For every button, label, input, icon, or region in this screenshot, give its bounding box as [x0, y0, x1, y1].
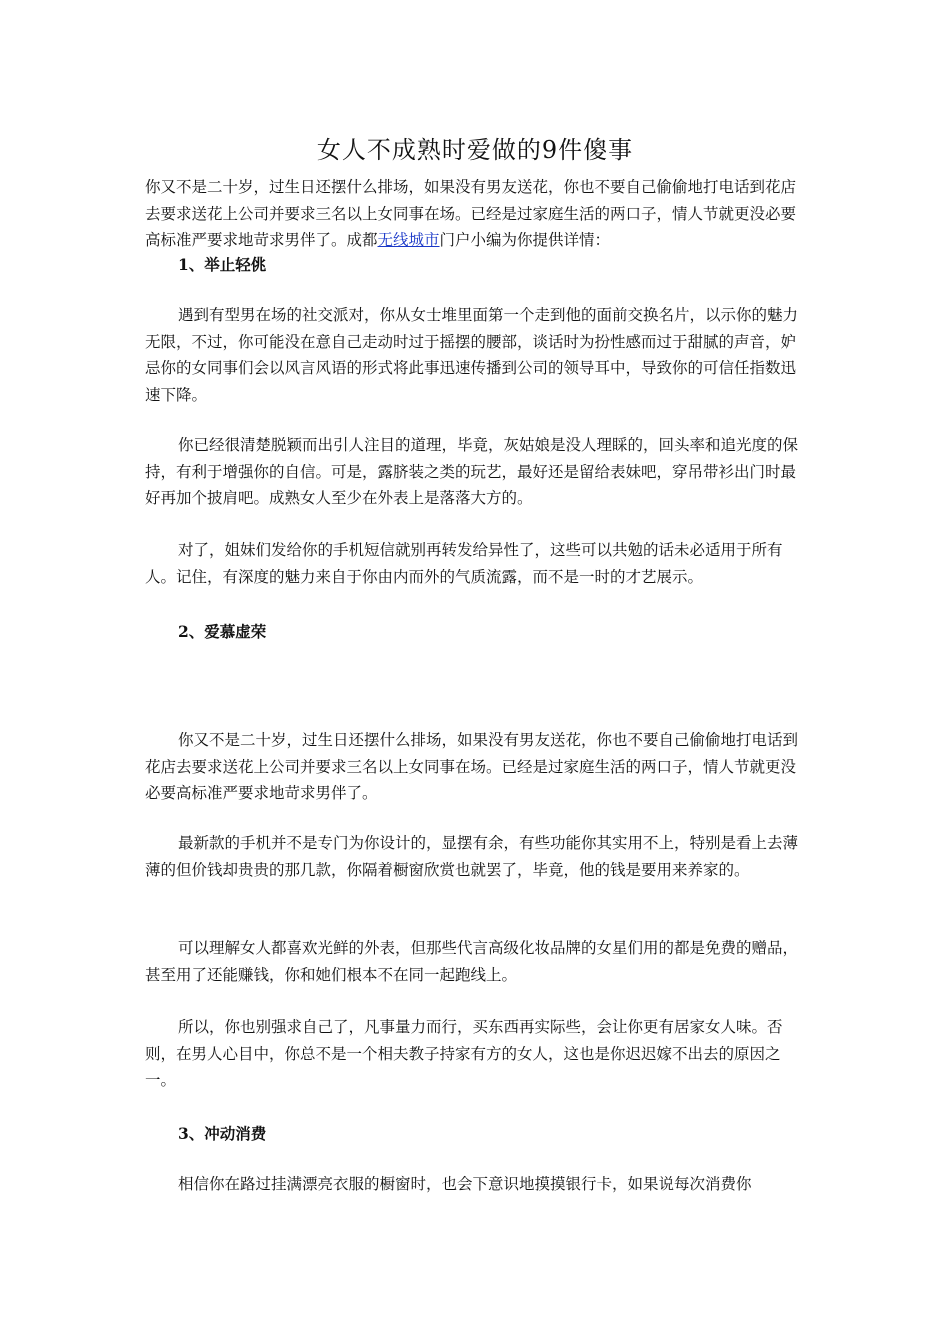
intro-text: 你又不是二十岁，过生日还摆什么排场，如果没有男友送花，你也不要自己偷偷地打电话到花店去要求送花上公司并要求三名以上女同事在场。已经是过家庭生活的两口子，情人节就更没必要高标准严要求地苛求男伴了。成都	[145, 178, 797, 249]
paragraph-1-3: 对了，姐妹们发给你的手机短信就别再转发给异性了，这些可以共勉的话未必适用于所有人。记住，有深度的魅力来自于你由内而外的气质流露，而不是一时的才艺展示。	[145, 541, 783, 586]
paragraph-1-2: 你已经很清楚脱颖而出引人注目的道理，毕竟，灰姑娘是没人理睬的，回头率和追光度的保持，有利于增强你的自信。可是，露脐装之类的玩艺，最好还是留给表妹吧，穿吊带衫出门时最好再加个披肩吧。成熟女人至少在外表上是落落大方的。	[145, 436, 799, 507]
section-heading-1: 1、举止轻佻	[178, 255, 267, 274]
paragraph-2-4: 所以，你也别强求自己了，凡事量力而行，买东西再实际些，会让你更有居家女人味。否则，在男人心目中，你总不是一个相夫教子持家有方的女人，这也是你迟迟嫁不出去的原因之一。	[145, 1018, 783, 1089]
paragraph-2-3: 可以理解女人都喜欢光鲜的外表，但那些代言高级化妆品牌的女星们用的都是免费的赠品，甚至用了还能赚钱，你和她们根本不在同一起跑线上。	[145, 939, 799, 984]
intro-paragraph	[145, 174, 810, 254]
section-heading-3: 3、冲动消费	[178, 1124, 267, 1143]
paragraph-3-1: 相信你在路过挂满漂亮衣服的橱窗时，也会下意识地摸摸银行卡，如果说每次消费你	[178, 1175, 752, 1193]
document-title: 女人不成熟时爱做的9件傻事	[316, 136, 634, 164]
paragraph-1-1: 遇到有型男在场的社交派对，你从女士堆里面第一个走到他的面前交换名片，以示你的魅力无限，不过，你可能没在意自己走动时过于摇摆的腰部，谈话时为扮性感而过于甜腻的声音，妒忌你的女同事们会以风言风语的形式将此事迅速传播到公司的领导耳中，导致你的可信任指数迅速下降。	[145, 306, 799, 404]
section-heading-2: 2、爱慕虚荣	[178, 622, 267, 641]
wireless-city-link[interactable]: 无线城市	[377, 231, 440, 249]
paragraph-2-1: 你又不是二十岁，过生日还摆什么排场，如果没有男友送花，你也不要自己偷偷地打电话到花店去要求送花上公司并要求三名以上女同事在场。已经是过家庭生活的两口子，情人节就更没必要高标准严要求地苛求男伴了。	[145, 731, 799, 802]
paragraph-2-2: 最新款的手机并不是专门为你设计的，显摆有余，有些功能你其实用不上，特别是看上去薄薄的但价钱却贵贵的那几款，你隔着橱窗欣赏也就罢了，毕竟，他的钱是要用来养家的。	[145, 834, 799, 879]
intro-text-end: 门户小编为你提供详情：	[439, 231, 611, 249]
